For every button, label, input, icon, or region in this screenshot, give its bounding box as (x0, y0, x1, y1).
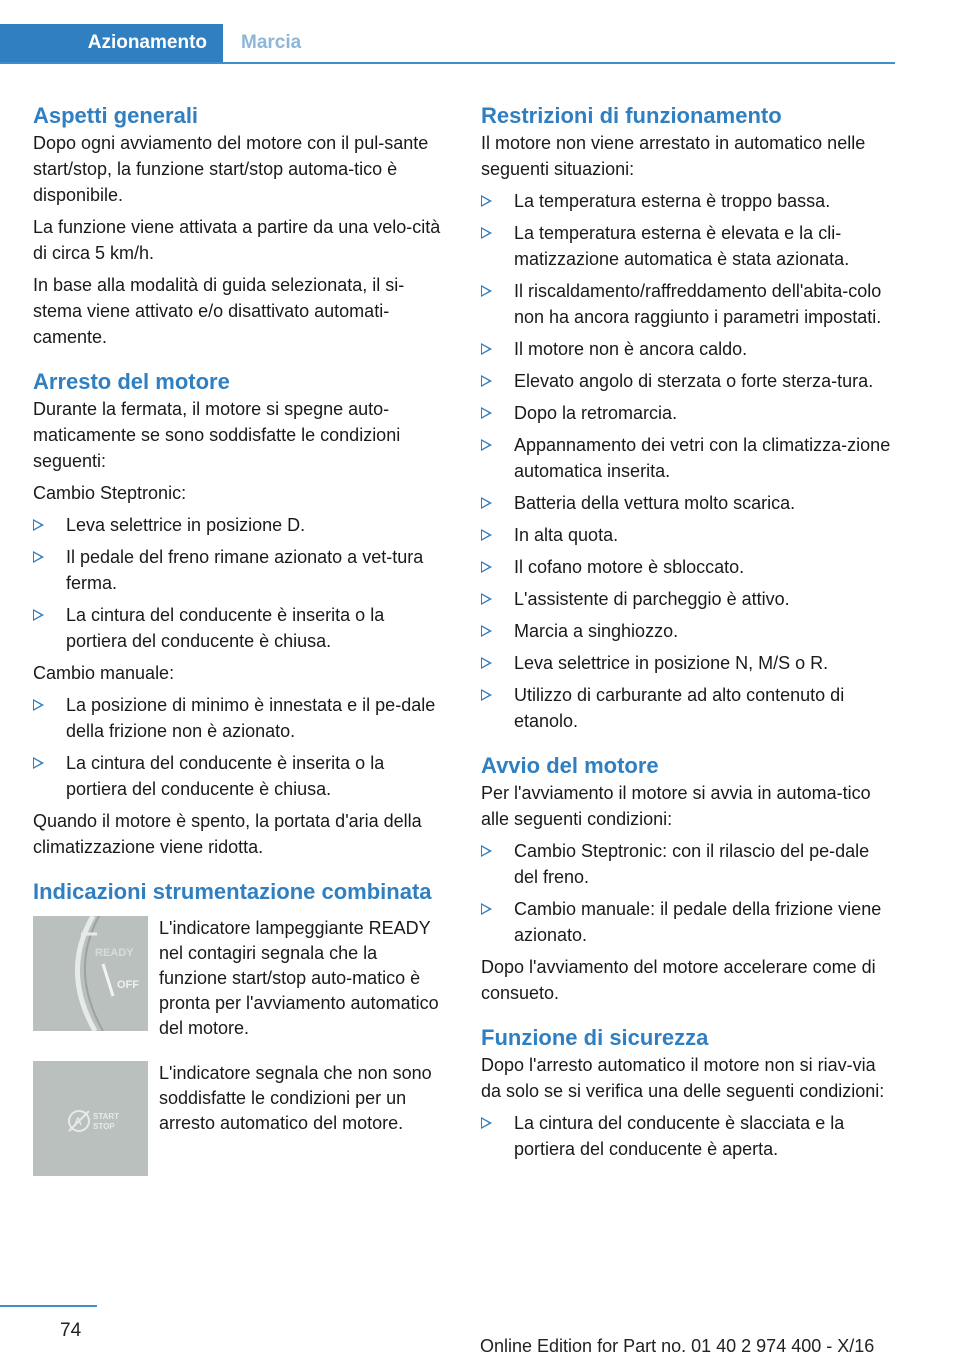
tachometer-icon (33, 916, 148, 1031)
list-item-text: Marcia a singhiozzo. (514, 621, 679, 641)
triangle-bullet-icon (481, 1117, 492, 1129)
paragraph: Il motore non viene arrestato in automatico nelle seguenti situazioni: (481, 133, 866, 179)
paragraph: Quando il motore è spento, la portata d'aria della climatizzazione viene ridotta. (33, 811, 422, 857)
tab-azionamento[interactable]: Azionamento (0, 24, 223, 62)
indicator-description: L'indicatore segnala che non sono soddisfatte le condizioni per un arresto automatico del motore. (159, 1063, 432, 1133)
triangle-bullet-icon (481, 497, 492, 509)
list-item (33, 602, 448, 654)
list-item (481, 650, 897, 676)
list-item-text: Leva selettrice in posizione N, M/S o R. (514, 653, 829, 673)
paragraph: Dopo l'avviamento del motore accelerare come di consueto. (481, 957, 876, 1003)
list-item (481, 490, 897, 516)
section-title-restrizioni: Restrizioni di funzionamento (481, 103, 782, 128)
start-stop-icon (33, 1061, 148, 1176)
off-label: OFF (117, 979, 139, 991)
list-item (481, 554, 897, 580)
paragraph: La funzione viene attivata a partire da una velo-cità di circa 5 km/h. (33, 217, 441, 263)
paragraph: Durante la fermata, il motore si spegne auto-maticamente se sono soddisfatte le condizioni seguenti: (33, 399, 401, 471)
paragraph: Per l'avviamento il motore si avvia in automa-tico alle seguenti condizioni: (481, 783, 871, 829)
section-title-aspetti-generali: Aspetti generali (33, 103, 199, 128)
list-item (481, 368, 897, 394)
chapter-header (0, 24, 895, 64)
indicator-start-stop (33, 1061, 448, 1176)
triangle-bullet-icon (481, 657, 492, 669)
list-item (481, 896, 897, 948)
right-column (481, 102, 897, 1162)
indicator-ready (33, 916, 448, 1041)
list-item-text: Cambio manuale: il pedale della frizione viene azionato. (514, 899, 882, 945)
list-item (481, 522, 897, 548)
triangle-bullet-icon (481, 227, 492, 239)
triangle-bullet-icon (481, 439, 492, 451)
list-item (481, 188, 897, 214)
indicator-description: L'indicatore lampeggiante READY nel contagiri segnala che la funzione start/stop auto-matico è pronta per l'avviamento automatico del motore. (159, 918, 439, 1038)
list-item-text: Il riscaldamento/raffreddamento dell'abita-colo non ha ancora raggiunto i parametri impostati. (514, 281, 882, 327)
list-item-text: La temperatura esterna è troppo bassa. (514, 191, 831, 211)
list-item (481, 220, 897, 272)
triangle-bullet-icon (481, 625, 492, 637)
triangle-bullet-icon (33, 519, 44, 531)
list-item (33, 512, 448, 538)
section-title-indicazioni: Indicazioni strumentazione combinata (33, 879, 432, 904)
section-title-arresto-motore: Arresto del motore (33, 369, 230, 394)
list-item-text: La posizione di minimo è innestata e il pe-dale della frizione non è azionato. (66, 695, 436, 741)
bullet-list (481, 188, 897, 734)
list-item-text: Leva selettrice in posizione D. (66, 515, 306, 535)
list-item-text: L'assistente di parcheggio è attivo. (514, 589, 790, 609)
triangle-bullet-icon (481, 561, 492, 573)
edition-note: Online Edition for Part no. 01 40 2 974 400 - X/16 (480, 1336, 875, 1356)
bullet-list (33, 512, 448, 654)
section-title-avvio-motore: Avvio del motore (481, 753, 659, 778)
tab-marcia[interactable]: Marcia (241, 32, 302, 53)
paragraph: Dopo ogni avviamento del motore con il pul-sante start/stop, la funzione start/stop automa-tico è disponibile. (33, 133, 429, 205)
ready-label: READY (95, 947, 134, 959)
list-item-text: La temperatura esterna è elevata e la cli-matizzazione automatica è stata azionata. (514, 223, 850, 269)
start-label: START (93, 1112, 120, 1121)
list-item (481, 336, 897, 362)
bullet-list (33, 692, 448, 802)
list-item (481, 618, 897, 644)
paragraph: Cambio Steptronic: (33, 483, 187, 503)
list-item-text: Cambio Steptronic: con il rilascio del pe-dale del freno. (514, 841, 870, 887)
ready-indicator-image (33, 916, 148, 1031)
list-item (33, 692, 448, 744)
list-item-text: Il pedale del freno rimane azionato a vet-tura ferma. (66, 547, 424, 593)
section-title-funzione-sicurezza: Funzione di sicurezza (481, 1025, 709, 1050)
list-item-text: Utilizzo di carburante ad alto contenuto di etanolo. (514, 685, 845, 731)
list-item (481, 1110, 897, 1162)
triangle-bullet-icon (481, 407, 492, 419)
list-item (481, 838, 897, 890)
list-item (481, 400, 897, 426)
list-item (33, 750, 448, 802)
triangle-bullet-icon (481, 343, 492, 355)
start-stop-indicator-image (33, 1061, 148, 1176)
paragraph: In base alla modalità di guida selezionata, il si-stema viene attivato e/o disattivato automati-camente. (33, 275, 405, 347)
triangle-bullet-icon (481, 285, 492, 297)
list-item-text: Appannamento dei vetri con la climatizza-zione automatica inserita. (514, 435, 891, 481)
triangle-bullet-icon (33, 551, 44, 563)
page-number: 74 (60, 1320, 82, 1341)
triangle-bullet-icon (481, 195, 492, 207)
bullet-list (481, 838, 897, 948)
list-item-text: Il cofano motore è sbloccato. (514, 557, 745, 577)
triangle-bullet-icon (33, 757, 44, 769)
list-item-text: Batteria della vettura molto scarica. (514, 493, 796, 513)
triangle-bullet-icon (481, 375, 492, 387)
list-item (481, 586, 897, 612)
list-item-text: Elevato angolo di sterzata o forte sterza-tura. (514, 371, 874, 391)
footer-rule (0, 1305, 97, 1307)
list-item (481, 682, 897, 734)
triangle-bullet-icon (481, 689, 492, 701)
triangle-bullet-icon (481, 593, 492, 605)
stop-label: STOP (93, 1122, 115, 1131)
list-item-text: La cintura del conducente è slacciata e la portiera del conducente è aperta. (514, 1113, 845, 1159)
list-item (481, 278, 897, 330)
triangle-bullet-icon (481, 529, 492, 541)
bullet-list (481, 1110, 897, 1162)
triangle-bullet-icon (481, 845, 492, 857)
list-item-text: Il motore non è ancora caldo. (514, 339, 748, 359)
triangle-bullet-icon (33, 699, 44, 711)
list-item-text: La cintura del conducente è inserita o la portiera del conducente è chiusa. (66, 605, 385, 651)
a-label: A (74, 1116, 82, 1128)
list-item (33, 544, 448, 596)
triangle-bullet-icon (33, 609, 44, 621)
list-item-text: La cintura del conducente è inserita o la portiera del conducente è chiusa. (66, 753, 385, 799)
triangle-bullet-icon (481, 903, 492, 915)
paragraph: Dopo l'arresto automatico il motore non si riav-via da solo se si verifica una delle seguenti condizioni: (481, 1055, 885, 1101)
list-item-text: In alta quota. (514, 525, 619, 545)
paragraph: Cambio manuale: (33, 663, 175, 683)
list-item-text: Dopo la retromarcia. (514, 403, 678, 423)
list-item (481, 432, 897, 484)
left-column (33, 102, 448, 1176)
